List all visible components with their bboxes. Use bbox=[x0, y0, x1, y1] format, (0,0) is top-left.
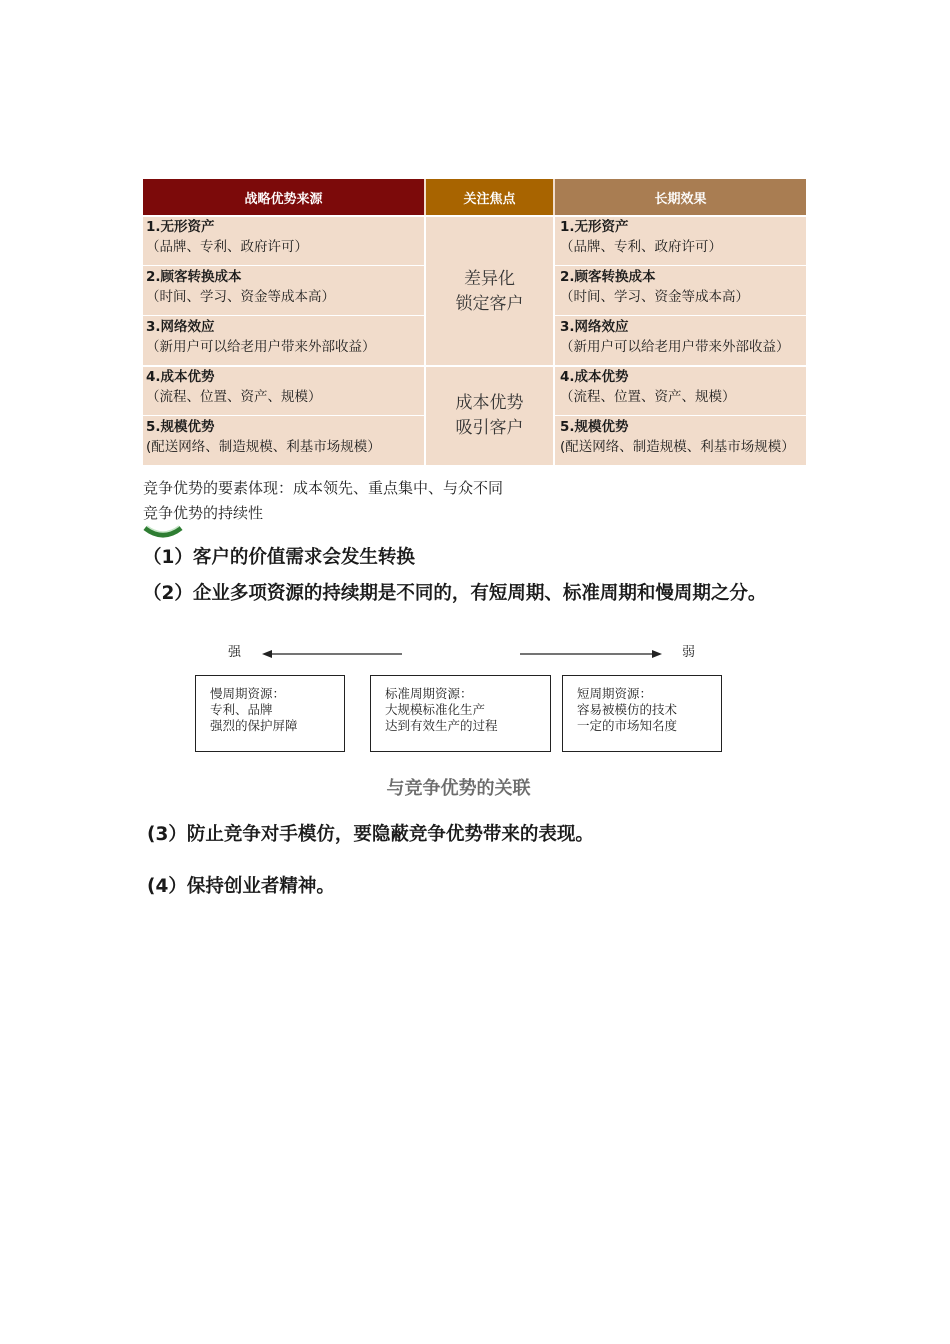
row-divider bbox=[143, 415, 424, 416]
row-divider bbox=[555, 415, 806, 416]
row-divider bbox=[143, 365, 806, 367]
row-sub: （时间、学习、资金等成本高） bbox=[146, 289, 335, 305]
row-title: 4.成本优势 bbox=[560, 369, 629, 385]
table-row bbox=[143, 417, 424, 465]
table-row bbox=[143, 367, 424, 415]
row-divider bbox=[555, 265, 806, 266]
column-divider bbox=[424, 215, 426, 465]
row-divider bbox=[143, 215, 806, 217]
row-title: 5.规模优势 bbox=[560, 419, 629, 435]
focus-cost bbox=[426, 391, 553, 441]
table-row bbox=[555, 317, 806, 365]
arrow-left-icon bbox=[262, 647, 404, 661]
focus-differentiation bbox=[426, 267, 553, 317]
row-sub: （品牌、专利、政府许可） bbox=[146, 239, 308, 255]
table-row bbox=[555, 217, 806, 265]
weak-label: 弱 bbox=[682, 645, 696, 660]
point-1: （1）客户的价值需求会发生转换 bbox=[143, 547, 415, 568]
box-line: 强烈的保护屏障 bbox=[210, 718, 298, 733]
box-title: 慢周期资源： bbox=[210, 686, 286, 701]
table-header-effect: 长期效果 bbox=[555, 179, 806, 215]
table-row bbox=[143, 217, 424, 265]
strong-label: 强 bbox=[228, 645, 242, 660]
elements-line: 竞争优势的要素体现：成本领先、重点集中、与众不同 bbox=[143, 479, 504, 497]
box-line: 专利、品牌 bbox=[210, 702, 273, 717]
box-title: 短周期资源： bbox=[577, 686, 653, 701]
row-title: 2.顾客转换成本 bbox=[146, 269, 242, 285]
row-title: 1.无形资产 bbox=[146, 219, 215, 235]
row-sub: （品牌、专利、政府许可） bbox=[560, 239, 722, 255]
row-title: 5.规模优势 bbox=[146, 419, 215, 435]
table-row bbox=[143, 267, 424, 315]
box-line: 一定的市场知名度 bbox=[577, 718, 678, 733]
table-header-focus: 关注焦点 bbox=[426, 179, 553, 215]
row-sub: (配送网络、制造规模、利基市场规模） bbox=[146, 439, 381, 455]
row-sub: （时间、学习、资金等成本高） bbox=[560, 289, 749, 305]
table-row bbox=[143, 317, 424, 365]
focus-line: 成本优势 bbox=[455, 393, 524, 413]
row-sub: （新用户可以给老用户带来外部收益） bbox=[146, 339, 376, 355]
standard-cycle-box bbox=[370, 675, 551, 752]
table-row bbox=[555, 367, 806, 415]
row-title: 3.网络效应 bbox=[146, 319, 215, 335]
row-title: 1.无形资产 bbox=[560, 219, 629, 235]
row-title: 4.成本优势 bbox=[146, 369, 215, 385]
box-line: 大规模标准化生产 bbox=[385, 702, 486, 717]
focus-line: 吸引客户 bbox=[455, 418, 524, 438]
row-sub: (配送网络、制造规模、利基市场规模） bbox=[560, 439, 795, 455]
table-row bbox=[555, 417, 806, 465]
box-line: 容易被模仿的技术 bbox=[577, 702, 678, 717]
focus-line: 锁定客户 bbox=[455, 294, 524, 314]
point-3: (3）防止竞争对手模仿，要隐蔽竞争优势带来的表现。 bbox=[147, 824, 594, 845]
diagram-caption: 与竞争优势的关联 bbox=[386, 778, 531, 799]
strategy-table bbox=[143, 179, 806, 465]
row-sub: （新用户可以给老用户带来外部收益） bbox=[560, 339, 790, 355]
row-sub: （流程、位置、资产、规模） bbox=[146, 389, 322, 405]
arrow-right-icon bbox=[518, 647, 662, 661]
table-header-source: 战略优势来源 bbox=[143, 179, 424, 215]
point-2: （2）企业多项资源的持续期是不同的，有短周期、标准周期和慢周期之分。 bbox=[143, 583, 767, 604]
slow-cycle-box bbox=[195, 675, 345, 752]
row-divider bbox=[555, 315, 806, 316]
short-cycle-box bbox=[562, 675, 722, 752]
row-title: 2.顾客转换成本 bbox=[560, 269, 656, 285]
box-line: 达到有效生产的过程 bbox=[385, 718, 498, 733]
box-title: 标准周期资源： bbox=[385, 686, 473, 701]
row-divider bbox=[143, 265, 424, 266]
point-4: (4）保持创业者精神。 bbox=[147, 876, 335, 897]
row-divider bbox=[143, 315, 424, 316]
table-row bbox=[555, 267, 806, 315]
focus-line: 差异化 bbox=[464, 269, 515, 289]
row-title: 3.网络效应 bbox=[560, 319, 629, 335]
column-divider bbox=[553, 215, 555, 465]
sustainability-line: 竞争优势的持续性 bbox=[143, 504, 264, 522]
row-sub: （流程、位置、资产、规模） bbox=[560, 389, 736, 405]
